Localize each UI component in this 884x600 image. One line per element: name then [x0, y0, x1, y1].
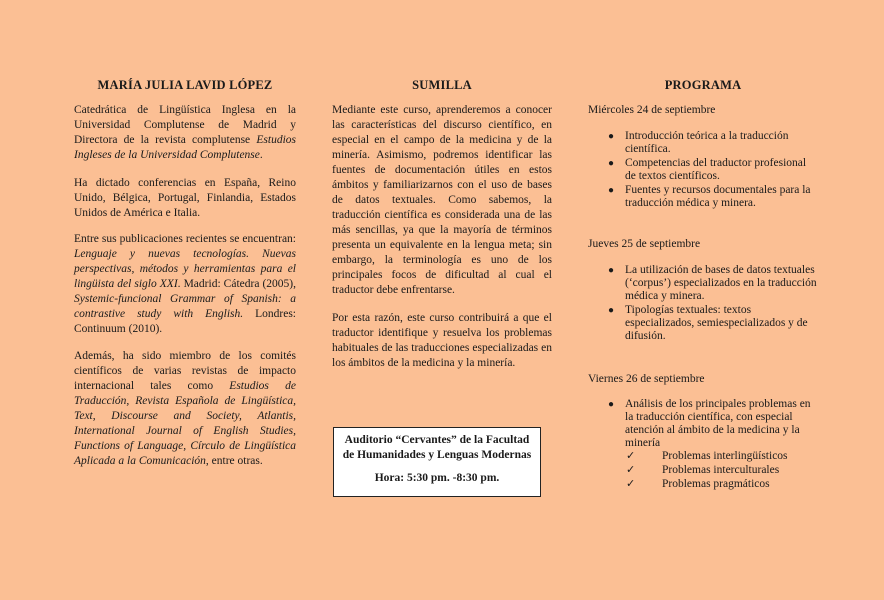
sumilla-paragraph-1: Mediante este curso, aprenderemos a conocer las características del discurso científico, en especial en el campo de la medicina y de la minería. Asimismo, podremos identificar las fuentes de documentación útiles en estos ámbitos y familiarizarnos con el uso de bases de datos textuales. Como sabemos, la traducción científica es considerada una de las más sencillas, ya que la mayoría de términos presenta un equivalente en la lengua meta; sin embargo, la terminología es uno de los principales focos de dificultad al cual el traductor debe enfrentarse.	[332, 104, 552, 296]
list-item: ● Competencias del traductor profesional de textos científicos.	[608, 157, 807, 182]
author-conferences-paragraph: Ha dictado conferencias en España, Reino Unido, Bélgica, Portugal, Finlandia, Estados Unidos de América e Italia.	[74, 177, 296, 219]
author-heading: MARÍA JULIA LAVID LÓPEZ	[97, 78, 273, 92]
sumilla-heading: SUMILLA	[412, 78, 472, 92]
checks-list-friday	[588, 450, 818, 491]
day-label-wednesday: Miércoles 24 de septiembre	[588, 104, 716, 116]
list-item: ✓ Problemas interlingüísticos	[626, 450, 788, 462]
bullet-icon: ●	[608, 399, 615, 410]
day-label-friday: Viernes 26 de septiembre	[588, 373, 705, 385]
author-bio-paragraph: Catedrática de Lingüística Inglesa en la Universidad Complutense de Madrid y Directora de la revista complutense Estudios Ingleses de la Universidad Complutense.	[74, 104, 296, 161]
topics-list-wednesday	[588, 130, 818, 211]
list-item: ● La utilización de bases de datos textuales (‘corpus’) especializados en la traducción médica y minera.	[608, 264, 817, 302]
bullet-icon: ●	[608, 185, 615, 196]
bullet-icon: ●	[608, 265, 615, 276]
day-label-thursday: Jueves 25 de septiembre	[588, 238, 701, 250]
programa-heading: PROGRAMA	[664, 78, 742, 92]
venue-line-1: Auditorio “Cervantes” de la Facultad	[344, 434, 530, 446]
list-item: ✓ Problemas pragmáticos	[626, 478, 770, 490]
checkmark-icon: ✓	[626, 464, 636, 476]
list-item: ● Introducción teórica a la traducción científica.	[608, 130, 789, 155]
venue-hours: Hora: 5:30 pm. -8:30 pm.	[374, 472, 500, 484]
sumilla-paragraph-2: Por esta razón, este curso contribuirá a que el traductor identifique y resuelva los problemas habituales de las traducciones especializadas en los ámbitos de la medicina y la minería.	[332, 312, 552, 369]
list-item: ● Fuentes y recursos documentales para la traducción médica y minera.	[608, 184, 811, 209]
list-item: ● Análisis de los principales problemas en la traducción científica, con especial atención al ámbito de la medicina y la minería ✓ Problemas interlingüísticos ✓ Problemas interculturales ✓ Problemas pragmáticos	[588, 398, 818, 491]
bullet-icon: ●	[608, 158, 615, 169]
bullet-icon: ●	[608, 131, 615, 142]
bullet-icon: ●	[608, 305, 615, 316]
venue-box	[333, 427, 541, 497]
topics-list-thursday	[588, 264, 818, 344]
list-item: ✓ Problemas interculturales	[626, 464, 780, 476]
list-item: ● Tipologías textuales: textos especializados, semiespecializados y de difusión.	[608, 304, 808, 342]
venue-line-2: de Humanidades y Lenguas Modernas	[342, 449, 532, 461]
topics-list-friday	[588, 398, 818, 492]
checkmark-icon: ✓	[626, 478, 636, 490]
checkmark-icon: ✓	[626, 450, 636, 462]
author-committees-paragraph: Además, ha sido miembro de los comités científicos de varias revistas de impacto internacional tales como Estudios de Traducción, Revista Española de Lingüística, Text, Discourse and Society, Atlantis, International Journal of English Studies, Functions of Language, Círculo de Lingüística Aplicada a la Comunicación, entre otras.	[74, 350, 296, 467]
author-publications-paragraph: Entre sus publicaciones recientes se encuentran: Lenguaje y nuevas tecnologías. Nuevas perspectivas, métodos y herramientas para el lingüista del siglo XXI. Madrid: Cátedra (2005), Systemic-funcional Grammar of Spanish: a contrastive study with English. Londres: Continuum (2010).	[74, 233, 296, 335]
